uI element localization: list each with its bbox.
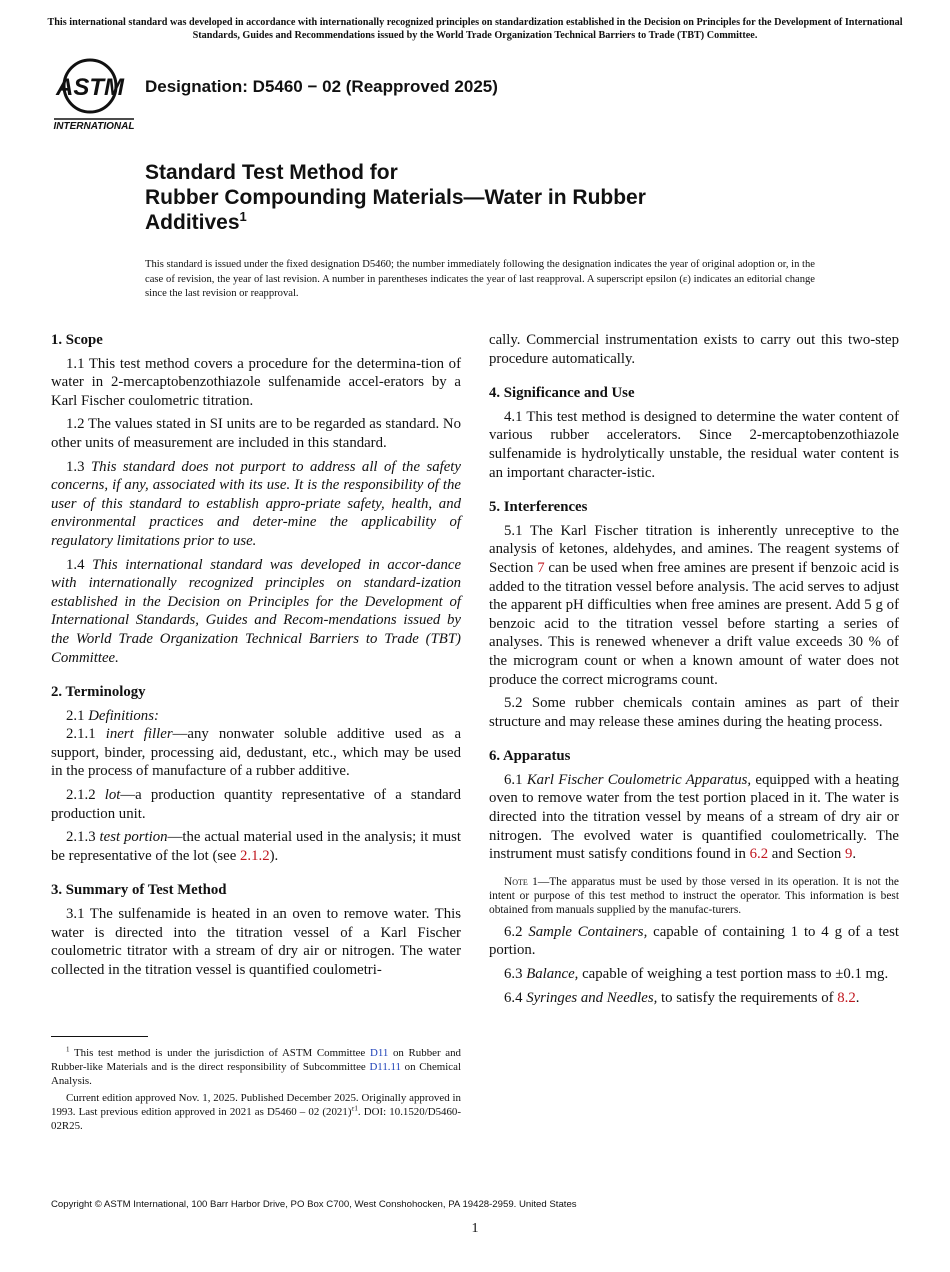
title-line-1: Standard Test Method for — [145, 161, 398, 184]
issue-note: This standard is issued under the fixed designation D5460; the number immediately following the designation indicates the year of original adoption or, in the case of revision, the year of last revision. A number in parentheses indicates the year of last reapproval. A superscript epsilon (ε) indicates an editorial change since the last revision or reapproval. — [145, 259, 815, 299]
section-heading-terminology: 2. Terminology — [51, 684, 146, 701]
title-line-2: Rubber Compounding Materials—Water in Rubber — [145, 186, 646, 209]
para-4-1: 4.1 This test method is designed to determine the water content of various rubber accelerators. Since 2-mercaptobenzothiazole sulfenamide is hydrolytically unstable, the residual water content is an important character-istic. — [489, 408, 899, 481]
footnote-1: $^1$ This test method is under the jurisdiction of ASTM Committee D11 on Rubber and Rubber-like Materials and is the direct responsibility of Subcommittee D11.11 on Chemical Analysis. — [51, 1045, 462, 1088]
para-3-1-continued: cally. Commercial instrumentation exists to carry out this two-step procedure automatically. — [489, 332, 899, 367]
para-6-1: 6.1 Karl Fischer Coulometric Apparatus, equipped with a heating oven to remove water from the test portion placed in it. The water is directed into the titration vessel by means of a stream of dry air or nitrogen. The evolved water is quantified coulometrically. The instrument must satisfy conditions found in 6.2 and Section 9. — [489, 771, 899, 863]
astm-logo — [52, 56, 136, 134]
para-6-3: 6.3 Balance, capable of weighing a test portion mass to ±0.1 mg. — [504, 965, 889, 982]
page-number: 1 — [471, 1221, 479, 1236]
left-column — [51, 331, 461, 984]
para-1-2: 1.2 The values stated in SI units are to be regarded as standard. No other units of measurement are included in this standard. — [51, 416, 461, 451]
copyright-line: Copyright © ASTM International, 100 Barr Harbor Drive, PO Box C700, West Conshohocken, PA 19428-2959. United States — [51, 1199, 577, 1210]
designation: Designation: D5460 − 02 (Reapproved 2025) — [145, 77, 498, 96]
link-committee-d11[interactable]: D11 — [369, 1047, 389, 1059]
note-1: Note 1—The apparatus must be used by those versed in its operation. It is not the intent or purpose of this test method to instruct the operator. This information is best obtained from manuals supplied by the manufac-turers. — [489, 875, 899, 917]
section-heading-summary: 3. Summary of Test Method — [51, 882, 227, 899]
para-5-1: 5.1 The Karl Fischer titration is inherently unreceptive to the analysis of ketones, aldehydes, and amines. The reagent systems of Section 7 can be used when free amines are present if benzoic acid is added to the titration vessel before analysis. The acid serves to adjust the apparent pH difficulties when free amines are present. Add 5 g of benzoic acid to the titration vessel before starting a series of analyses. This is renewed whenever a drift value exceeds 30 % of the microgram count or when a known amount of water does not produce the correct micrograms count. — [489, 522, 899, 688]
section-heading-apparatus: 6. Apparatus — [489, 748, 571, 765]
para-2-1-3: 2.1.3 test portion—the actual material used in the analysis; it must be representative of the lot (see 2.1.2). — [51, 829, 462, 864]
cross-ref-section-7[interactable]: 7 — [537, 559, 545, 576]
para-2-1-1: 2.1.1 inert filler—any nonwater soluble additive used as a support, binder, processing aid, dedustant, etc., which may be used in the process of manufacture of a rubber additive. — [51, 726, 462, 780]
document-title — [145, 160, 825, 235]
para-1-4: 1.4 This international standard was developed in accor-dance with internationally recognized principles on standard-ization established in the Decision on Principles for the Development of International Standards, Guides and Recom-mendations issued by the World Trade Organization Technical Barriers to Trade (TBT) Committee. — [51, 556, 462, 666]
title-line-3: Additives$^1$ — [145, 209, 247, 234]
note-label: Note 1 — [504, 875, 538, 888]
footnote-divider — [51, 1036, 148, 1037]
para-6-2: 6.2 Sample Containers, capable of containing 1 to 4 g of a test portion. — [489, 923, 899, 959]
logo-wordmark: ASTM — [56, 74, 124, 101]
logo-subtext: INTERNATIONAL — [53, 121, 135, 132]
para-1-3: 1.3 This standard does not purport to address all of the safety concerns, if any, associated with its use. It is the responsibility of the user of this standard to establish appro-priate safety, health, and environmental practices and deter-mine the applicability of regulatory limitations prior to use. — [51, 458, 461, 549]
cross-ref-2-1-2[interactable]: 2.1.2 — [240, 847, 270, 864]
footnotes — [51, 1046, 461, 1135]
section-heading-significance: 4. Significance and Use — [489, 385, 635, 402]
title-footnote-mark: 1 — [239, 209, 247, 224]
para-6-4: 6.4 Syringes and Needles, to satisfy the requirements of 8.2. — [504, 989, 860, 1006]
cross-ref-8-2[interactable]: 8.2 — [837, 989, 856, 1006]
tbt-banner: This international standard was developed in accordance with internationally recognized principles on standardization established in the Decision on Principles for the Development of International Standards, Guides and Recommendations issued by the World Trade Organization Technical Barriers to Trade (TBT) Committee. — [47, 17, 903, 41]
section-heading-interferences: 5. Interferences — [489, 499, 588, 516]
para-2-1-2: 2.1.2 lot—a production quantity representative of a standard production unit. — [51, 787, 461, 822]
cross-ref-6-2[interactable]: 6.2 — [749, 846, 769, 863]
right-column — [489, 331, 899, 1012]
para-1-1: 1.1 This test method covers a procedure for the determina-tion of water in 2-mercaptobenzothiazole sulfenamide accel-erators by a Karl Fischer coulometric titration. — [51, 355, 461, 409]
cross-ref-section-9[interactable]: 9 — [844, 846, 853, 863]
section-heading-scope: 1. Scope — [51, 332, 103, 348]
para-5-2: 5.2 Some rubber chemicals contain amines as part of their structure and may release these amines during the heating process. — [489, 695, 899, 730]
para-3-1: 3.1 The sulfenamide is heated in an oven to remove water. This water is directed into the titration vessel of a Karl Fischer coulometric titrator with a stream of dry air or nitrogen. The water collected in the titration vessel is quantified coulometri- — [51, 906, 461, 978]
para-2-1: 2.1 Definitions: — [66, 707, 159, 724]
link-subcommittee-d11-11[interactable]: D11.11 — [369, 1061, 401, 1074]
footnote-edition: Current edition approved Nov. 1, 2025. Published December 2025. Originally approved in 1993. Last previous edition approved in 2021 as D5460 – 02 $(2021)^{\varepsilon 1}$. DOI: 10.1520/D5460-02R25. — [51, 1091, 461, 1133]
